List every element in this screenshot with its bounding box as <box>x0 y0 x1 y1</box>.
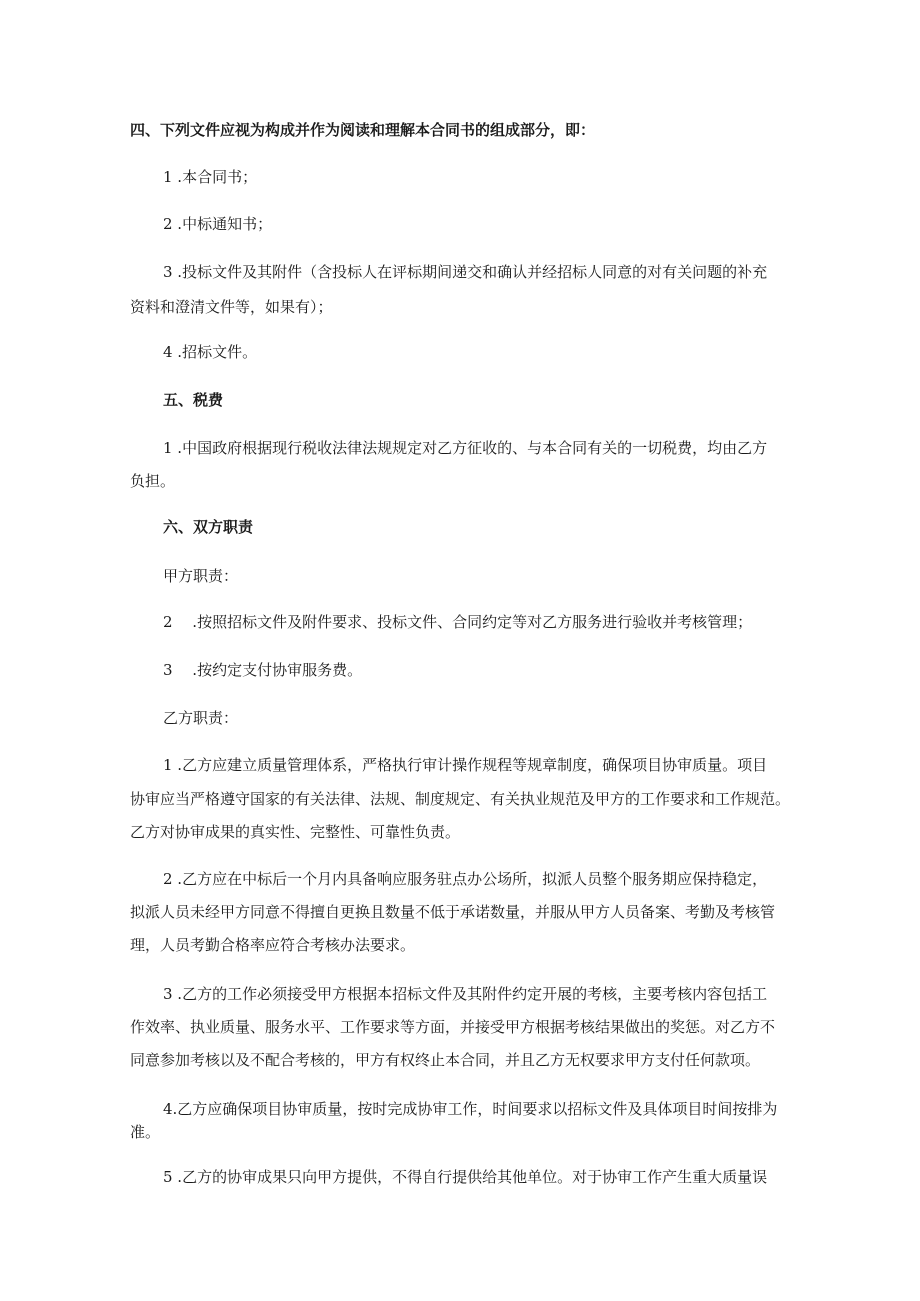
party-b-label: 乙方职责： <box>163 709 239 727</box>
party-b-item-1-line-3: 乙方对协审成果的真实性、完整性、可靠性负责。 <box>130 823 461 841</box>
party-b-item-1-line-1: 1 .乙方应建立质量管理体系，严格执行审计操作规程等规章制度，确保项目协审质量。项目 <box>163 756 768 774</box>
party-a-item-2: 2 .按照招标文件及附件要求、投标文件、合同约定等对乙方服务进行验收并考核管理； <box>163 613 753 631</box>
party-b-item-4-line-1: 4.乙方应确保项目协审质量，按时完成协审工作，时间要求以招标文件及具体项目时间按排为 <box>163 1100 778 1118</box>
section4-item-4: 4 .招标文件。 <box>163 343 258 361</box>
party-b-item-2-line-3: 理，人员考勤合格率应符合考核办法要求。 <box>130 936 416 954</box>
party-b-item-3-line-1: 3 .乙方的工作必须接受甲方根据本招标文件及其附件约定开展的考核，主要考核内容包括工 <box>163 985 768 1003</box>
section5-line-2: 负担。 <box>130 472 176 490</box>
party-a-item-3: 3 .按约定支付协审服务费。 <box>163 661 363 679</box>
party-b-item-4-line-2: 准。 <box>130 1123 161 1141</box>
party-b-item-5-line-1: 5 .乙方的协审成果只向甲方提供，不得自行提供给其他单位。对于协审工作产生重大质量误 <box>163 1168 768 1186</box>
section5-heading: 五、税费 <box>163 391 224 409</box>
party-b-item-3-line-3: 同意参加考核以及不配合考核的，甲方有权终止本合同，并且乙方无权要求甲方支付任何款项。 <box>130 1051 761 1069</box>
party-b-item-2-line-1: 2 .乙方应在中标后一个月内具备响应服务驻点办公场所，拟派人员整个服务期应保持稳定， <box>163 870 768 888</box>
section4-heading: 四、下列文件应视为构成并作为阅读和理解本合同书的组成部分，即： <box>130 121 596 139</box>
party-a-label: 甲方职责： <box>163 567 239 585</box>
section4-item-3: 3 .投标文件及其附件（含投标人在评标期间递交和确认并经招标人同意的对有关问题的补充 <box>163 263 768 281</box>
section4-item-3-cont: 资料和澄清文件等，如果有）； <box>130 298 333 316</box>
party-b-item-1-line-2: 协审应当严格遵守国家的有关法律、法规、制度规定、有关执业规范及甲方的工作要求和工作规范。 <box>130 790 791 808</box>
party-b-item-3-line-2: 作效率、执业质量、服务水平、工作要求等方面，并接受甲方根据考核结果做出的奖惩。对乙方不 <box>130 1018 776 1036</box>
section6-heading: 六、双方职责 <box>163 518 254 536</box>
section4-item-2: 2 .中标通知书； <box>163 215 273 233</box>
party-b-item-2-line-2: 拟派人员未经甲方同意不得擅自更换且数量不低于承诺数量，并服从甲方人员备案、考勤及考核管 <box>130 903 776 921</box>
section5-line-1: 1 .中国政府根据现行税收法律法规规定对乙方征收的、与本合同有关的一切税费，均由乙方 <box>163 439 768 457</box>
section4-item-1: 1 .本合同书； <box>163 168 258 186</box>
